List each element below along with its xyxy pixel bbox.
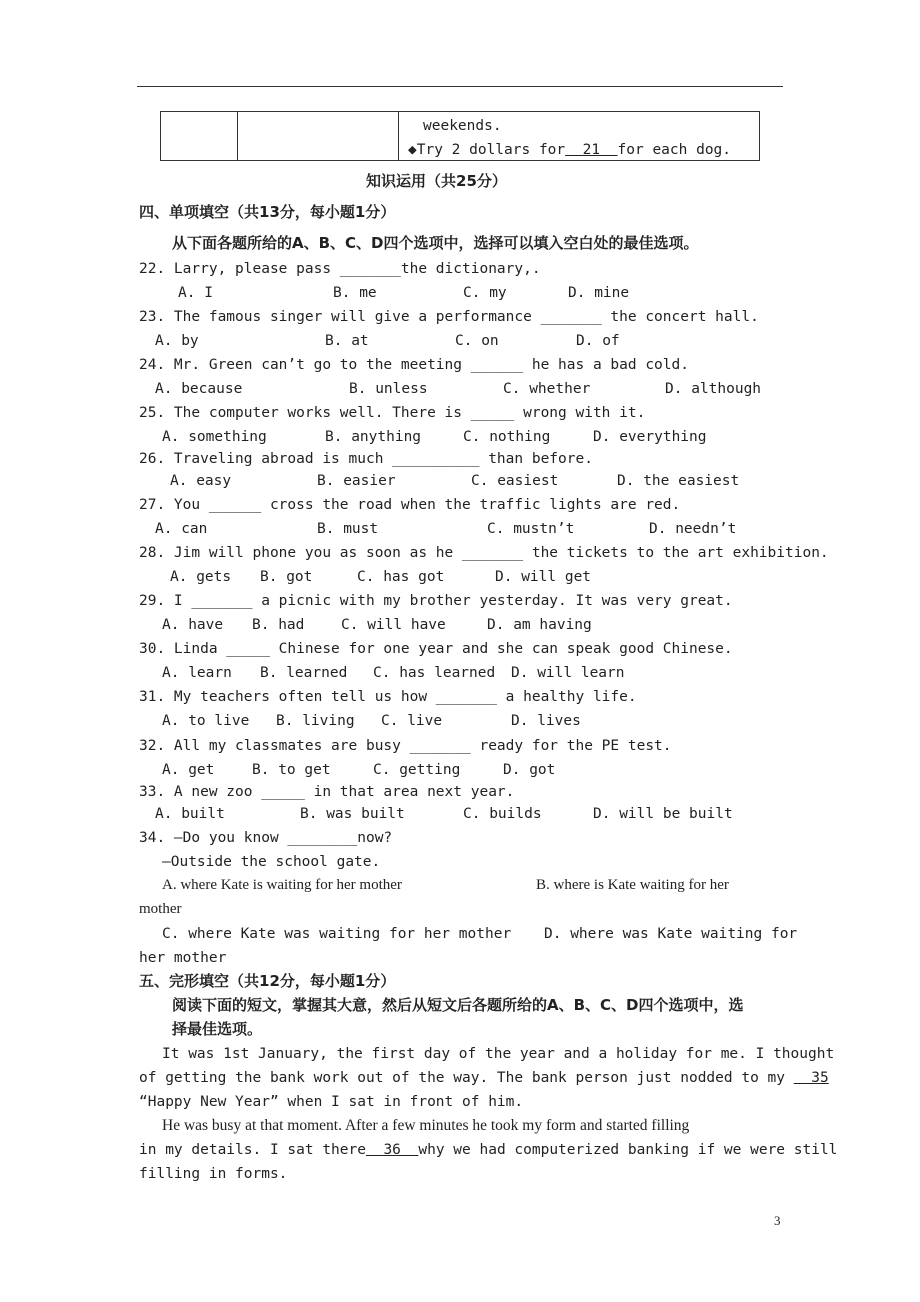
passage-p2-line-1: He was busy at that moment. After a few minutes he took my form and started filling xyxy=(162,1117,690,1134)
q34-option-d: D. where was Kate waiting for xyxy=(544,926,798,942)
table-text-line-1: weekends. xyxy=(423,118,502,134)
table-cell-empty-2 xyxy=(238,112,399,160)
q32-option-c: C. getting xyxy=(373,762,461,778)
question-23: 23. The famous singer will give a performance _______ the concert hall. xyxy=(139,309,759,325)
q31-option-d: D. lives xyxy=(511,713,581,729)
q28-option-a: A. gets xyxy=(170,569,232,585)
q25-option-b: B. anything xyxy=(325,429,422,445)
page-number: 3 xyxy=(774,1213,781,1228)
q27-option-b: B. must xyxy=(317,521,379,537)
question-30: 30. Linda _____ Chinese for one year and she can speak good Chinese. xyxy=(139,641,733,657)
blank-36: 36 xyxy=(365,1142,419,1158)
q33-option-a: A. built xyxy=(155,806,225,822)
part5-instruction-line-2: 择最佳选项。 xyxy=(172,1020,263,1038)
question-32: 32. All my classmates are busy _______ ready for the PE test. xyxy=(139,738,672,754)
question-25: 25. The computer works well. There is _____ wrong with it. xyxy=(139,405,646,421)
q26-option-b: B. easier xyxy=(317,473,396,489)
q32-option-a: A. get xyxy=(162,762,215,778)
q31-option-c: C. live xyxy=(381,713,443,729)
q34-option-b-wrap: mother xyxy=(139,901,182,917)
q32-option-d: D. got xyxy=(503,762,556,778)
q29-option-a: A. have xyxy=(162,617,224,633)
passage-p1-line-2-text: of getting the bank work out of the way. The bank person just nodded to my xyxy=(139,1070,786,1086)
q27-option-a: A. can xyxy=(155,521,208,537)
table-text-line-2 xyxy=(408,141,731,159)
q27-option-c: C. mustn’t xyxy=(487,521,575,537)
passage-p1-line-3: “Happy New Year” when I sat in front of him. xyxy=(139,1094,524,1110)
header-rule xyxy=(137,86,783,87)
q24-option-b: B. unless xyxy=(349,381,428,397)
passage-p2-line-2-pre: in my details. I sat there xyxy=(139,1142,366,1158)
q28-option-c: C. has got xyxy=(357,569,445,585)
q23-option-d: D. of xyxy=(576,333,620,349)
part4-heading: 四、单项填空（共13分，每小题1分） xyxy=(139,203,396,221)
part4-instruction: 从下面各题所给的A、B、C、D四个选项中，选择可以填入空白处的最佳选项。 xyxy=(172,234,699,252)
question-27: 27. You ______ cross the road when the traffic lights are red. xyxy=(139,497,681,513)
q24-option-d: D. although xyxy=(665,381,762,397)
question-28: 28. Jim will phone you as soon as he _______ the tickets to the art exhibition. xyxy=(139,545,829,561)
question-26: 26. Traveling abroad is much __________ than before. xyxy=(139,451,593,467)
q22-option-c: C. my xyxy=(463,285,507,301)
q29-option-c: C. will have xyxy=(341,617,446,633)
question-29: 29. I _______ a picnic with my brother yesterday. It was very great. xyxy=(139,593,733,609)
q34-option-b: B. where is Kate waiting for her xyxy=(536,877,729,893)
question-34-answer-line: —Outside the school gate. xyxy=(162,854,381,870)
question-33: 33. A new zoo _____ in that area next year. xyxy=(139,784,515,800)
passage-p2-line-3: filling in forms. xyxy=(139,1166,288,1182)
passage-p2-line-2-post: why we had computerized banking if we were still xyxy=(418,1142,838,1158)
q34-option-d-wrap: her mother xyxy=(139,950,227,966)
question-24: 24. Mr. Green can’t go to the meeting ______ he has a bad cold. xyxy=(139,357,689,373)
table-line2-post: for each dog. xyxy=(617,142,732,158)
part5-instruction-line-1: 阅读下面的短文，掌握其大意，然后从短文后各题所给的A、B、C、D四个选项中，选 xyxy=(172,996,744,1014)
q24-option-c: C. whether xyxy=(503,381,591,397)
q31-option-a: A. to live xyxy=(162,713,250,729)
passage-p1-line-2 xyxy=(139,1069,829,1087)
q26-option-d: D. the easiest xyxy=(617,473,740,489)
q25-option-c: C. nothing xyxy=(463,429,551,445)
q23-option-c: C. on xyxy=(455,333,499,349)
q22-option-a: A. I xyxy=(178,285,213,301)
q27-option-d: D. needn’t xyxy=(649,521,737,537)
passage-p2-line-2 xyxy=(139,1141,837,1159)
q26-option-c: C. easiest xyxy=(471,473,559,489)
part5-heading: 五、完形填空（共12分，每小题1分） xyxy=(139,972,396,990)
q30-option-a: A. learn xyxy=(162,665,232,681)
q30-option-c: C. has learned xyxy=(373,665,496,681)
q23-option-a: A. by xyxy=(155,333,199,349)
q22-option-d: D. mine xyxy=(568,285,630,301)
q25-option-a: A. something xyxy=(162,429,267,445)
q31-option-b: B. living xyxy=(276,713,355,729)
q30-option-b: B. learned xyxy=(260,665,348,681)
question-34: 34. —Do you know ________now? xyxy=(139,830,393,846)
q32-option-b: B. to get xyxy=(252,762,331,778)
q33-option-d: D. will be built xyxy=(593,806,733,822)
blank-21: 21 xyxy=(565,142,618,158)
q29-option-b: B. had xyxy=(252,617,305,633)
section-title: 知识运用（共25分） xyxy=(366,172,507,190)
q25-option-d: D. everything xyxy=(593,429,707,445)
question-22: 22. Larry, please pass _______the dictionary,. xyxy=(139,261,541,277)
q22-option-b: B. me xyxy=(333,285,377,301)
q26-option-a: A. easy xyxy=(170,473,232,489)
q30-option-d: D. will learn xyxy=(511,665,625,681)
table-cell-empty-1 xyxy=(161,112,238,160)
q23-option-b: B. at xyxy=(325,333,369,349)
q29-option-d: D. am having xyxy=(487,617,592,633)
q33-option-c: C. builds xyxy=(463,806,542,822)
q24-option-a: A. because xyxy=(155,381,243,397)
question-31: 31. My teachers often tell us how _______ a healthy life. xyxy=(139,689,637,705)
q33-option-b: B. was built xyxy=(300,806,405,822)
q34-option-a: A. where Kate is waiting for her mother xyxy=(162,877,402,893)
q28-option-d: D. will get xyxy=(495,569,592,585)
q28-option-b: B. got xyxy=(260,569,313,585)
passage-p1-line-1: It was 1st January, the first day of the year and a holiday for me. I thought xyxy=(162,1046,835,1062)
q34-option-c: C. where Kate was waiting for her mother xyxy=(162,926,512,942)
table-line2-pre: ◆Try 2 dollars for xyxy=(408,142,566,158)
blank-35: 35 xyxy=(793,1070,829,1086)
